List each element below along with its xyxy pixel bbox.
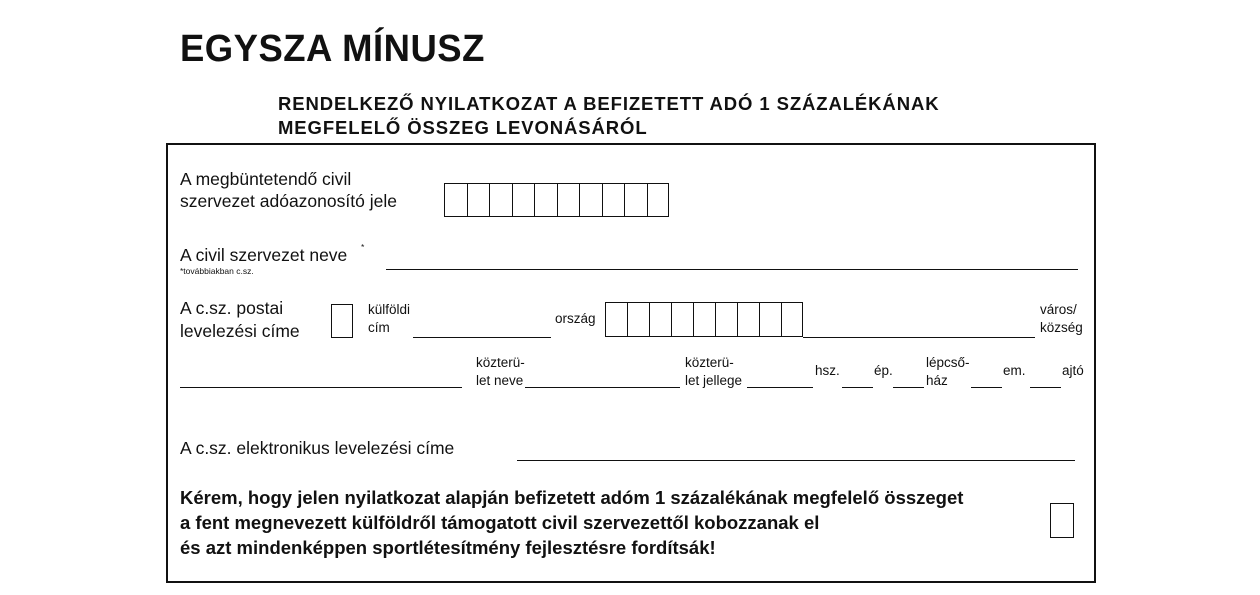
tax-id-label-line2: szervezet adóazonosító jele [180, 191, 397, 211]
tax-id-digit[interactable] [557, 183, 580, 217]
floor-label: em. [1003, 363, 1026, 378]
zip-digit[interactable] [671, 302, 693, 337]
tax-id-input[interactable] [444, 183, 669, 217]
request-text-line3: és azt mindenképpen sportlétesítmény fejlesztésre fordítsák! [180, 537, 716, 558]
postal-label-line1: A c.sz. postai [180, 298, 284, 318]
form-title: EGYSZA MÍNUSZ [180, 28, 485, 70]
zip-digit[interactable] [737, 302, 759, 337]
building-label: ép. [874, 363, 893, 378]
request-text-line2: a fent megnevezett külföldről támogatott civil szervezettől kobozzanak el [180, 512, 820, 533]
floor-field[interactable] [1030, 387, 1061, 388]
email-field[interactable] [517, 460, 1075, 461]
country-field[interactable] [413, 337, 551, 338]
street-name-field[interactable] [525, 387, 680, 388]
zip-digit[interactable] [759, 302, 781, 337]
org-name-asterisk: * [361, 242, 365, 252]
city-field[interactable] [803, 337, 1035, 338]
tax-id-digit[interactable] [512, 183, 535, 217]
street-name-label-line1: közterü- [476, 355, 525, 370]
foreign-label-line1: külföldi [368, 302, 411, 317]
tax-id-digit[interactable] [444, 183, 467, 217]
zip-code-input[interactable] [605, 302, 803, 337]
zip-digit[interactable] [715, 302, 737, 337]
tax-id-digit[interactable] [467, 183, 490, 217]
org-name-label: A civil szervezet neve [180, 245, 348, 265]
staircase-label-line2: ház [926, 373, 948, 388]
street-type-label-line2: let jellege [685, 373, 743, 388]
building-field[interactable] [893, 387, 924, 388]
city-label-line2: község [1040, 320, 1083, 335]
tax-id-digit[interactable] [647, 183, 670, 217]
zip-digit[interactable] [781, 302, 803, 337]
street-type-label-line1: közterü- [685, 355, 734, 370]
tax-id-digit[interactable] [534, 183, 557, 217]
tax-id-label-line1: A megbüntetendő civil [180, 169, 352, 189]
tax-id-digit[interactable] [602, 183, 625, 217]
staircase-label-line1: lépcső- [926, 355, 970, 370]
zip-digit[interactable] [627, 302, 649, 337]
org-name-footnote: *továbbiakban c.sz. [180, 266, 254, 276]
request-text-line1: Kérem, hogy jelen nyilatkozat alapján befizetett adóm 1 százalékának megfelelő összeget [180, 487, 964, 508]
staircase-field[interactable] [971, 387, 1002, 388]
country-label: ország [555, 311, 596, 326]
tax-id-digit[interactable] [579, 183, 602, 217]
tax-id-digit[interactable] [489, 183, 512, 217]
foreign-address-checkbox[interactable] [331, 304, 353, 338]
house-number-field[interactable] [842, 387, 873, 388]
tax-id-digit[interactable] [624, 183, 647, 217]
zip-digit[interactable] [693, 302, 715, 337]
email-label: A c.sz. elektronikus levelezési címe [180, 438, 455, 458]
foreign-label-line2: cím [368, 320, 390, 335]
request-checkbox[interactable] [1050, 503, 1074, 538]
zip-digit[interactable] [649, 302, 671, 337]
city-label-line1: város/ [1040, 302, 1077, 317]
form-subtitle-line2: MEGFELELŐ ÖSSZEG LEVONÁSÁRÓL [278, 117, 648, 138]
postal-label-line2: levelezési címe [180, 321, 300, 341]
zip-digit[interactable] [605, 302, 627, 337]
door-label: ajtó [1062, 363, 1084, 378]
street-type-field[interactable] [747, 387, 813, 388]
form-subtitle-line1: RENDELKEZŐ NYILATKOZAT A BEFIZETETT ADÓ 1 SZÁZALÉKÁNAK [278, 93, 940, 114]
org-name-field[interactable] [386, 269, 1078, 270]
address-extra-field[interactable] [180, 387, 462, 388]
house-number-label: hsz. [815, 363, 840, 378]
street-name-label-line2: let neve [476, 373, 524, 388]
